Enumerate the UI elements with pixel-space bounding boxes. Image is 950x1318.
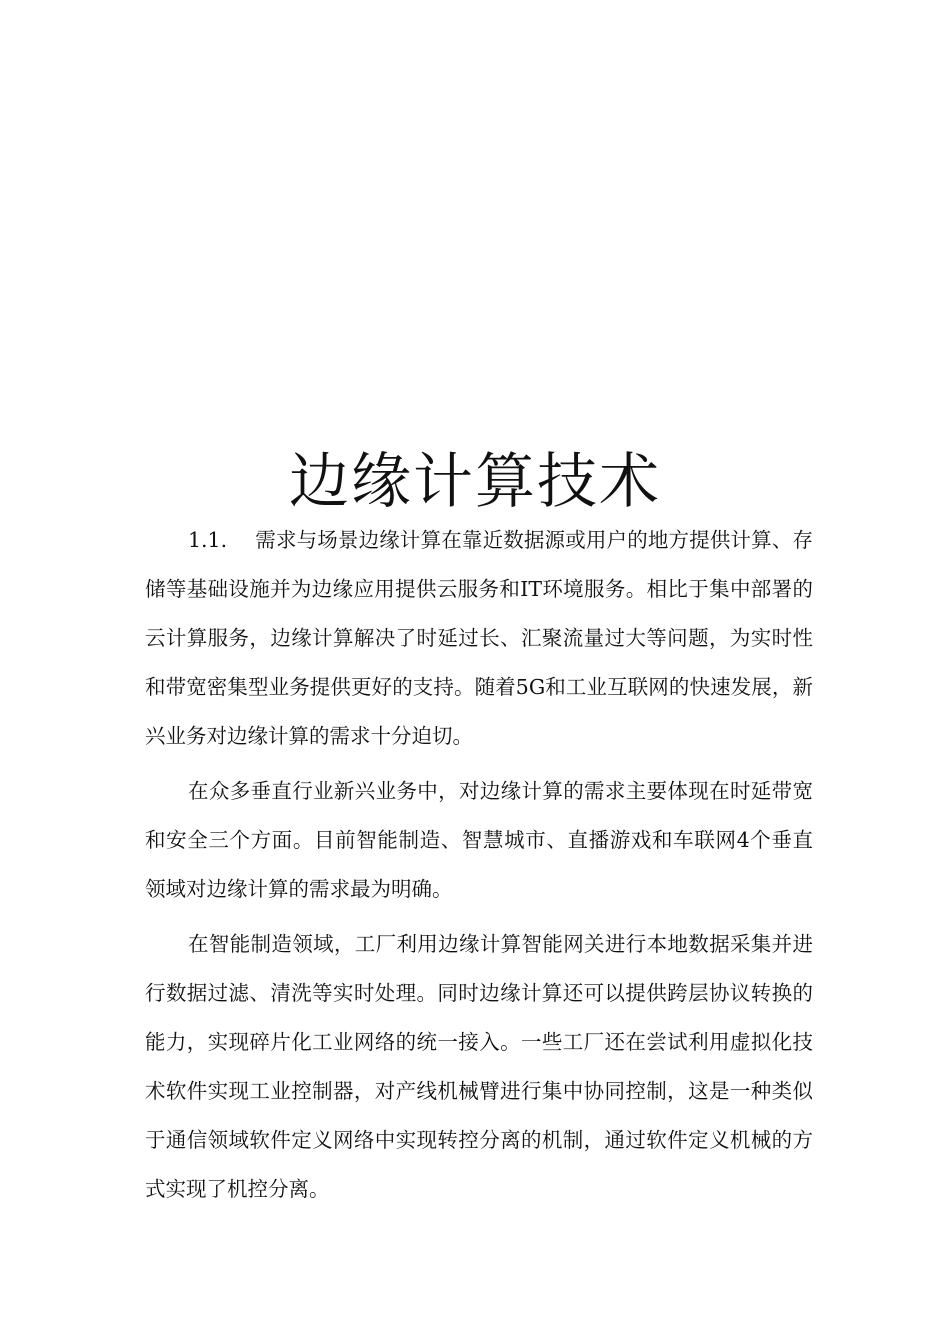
paragraph-1-text: 需求与场景边缘计算在靠近数据源或用户的地方提供计算、存储等基础设施并为边缘应用提供云服务和IT环境服务。相比于集中部署的云计算服务，边缘计算解决了时延过长、汇聚流量过大等问题，为实时性和带宽密集型业务提供更好的支持。随着5G和工业互联网的快速发展，新兴业务对边缘计算的需求十分迫切。 [145,528,813,748]
paragraph-2: 在众多垂直行业新兴业务中，对边缘计算的需求主要体现在时延带宽和安全三个方面。目前智能制造、智慧城市、直播游戏和车联网4个垂直领域对边缘计算的需求最为明确。 [145,779,813,901]
document-body [145,516,813,1220]
section-number: 1.1. [188,528,228,552]
paragraph-3: 在智能制造领域，工厂利用边缘计算智能网关进行本地数据采集并进行数据过滤、清洗等实时处理。同时边缘计算还可以提供跨层协议转换的能力，实现碎片化工业网络的统一接入。一些工厂还在尝试利用虚拟化技术软件实现工业控制器，对产线机械臂进行集中协同控制，这是一种类似于通信领域软件定义网络中实现转控分离的机制，通过软件定义机械的方式实现了机控分离。 [145,932,813,1201]
paragraph-1 [145,516,813,761]
document-title: 边缘计算技术 [289,447,661,517]
